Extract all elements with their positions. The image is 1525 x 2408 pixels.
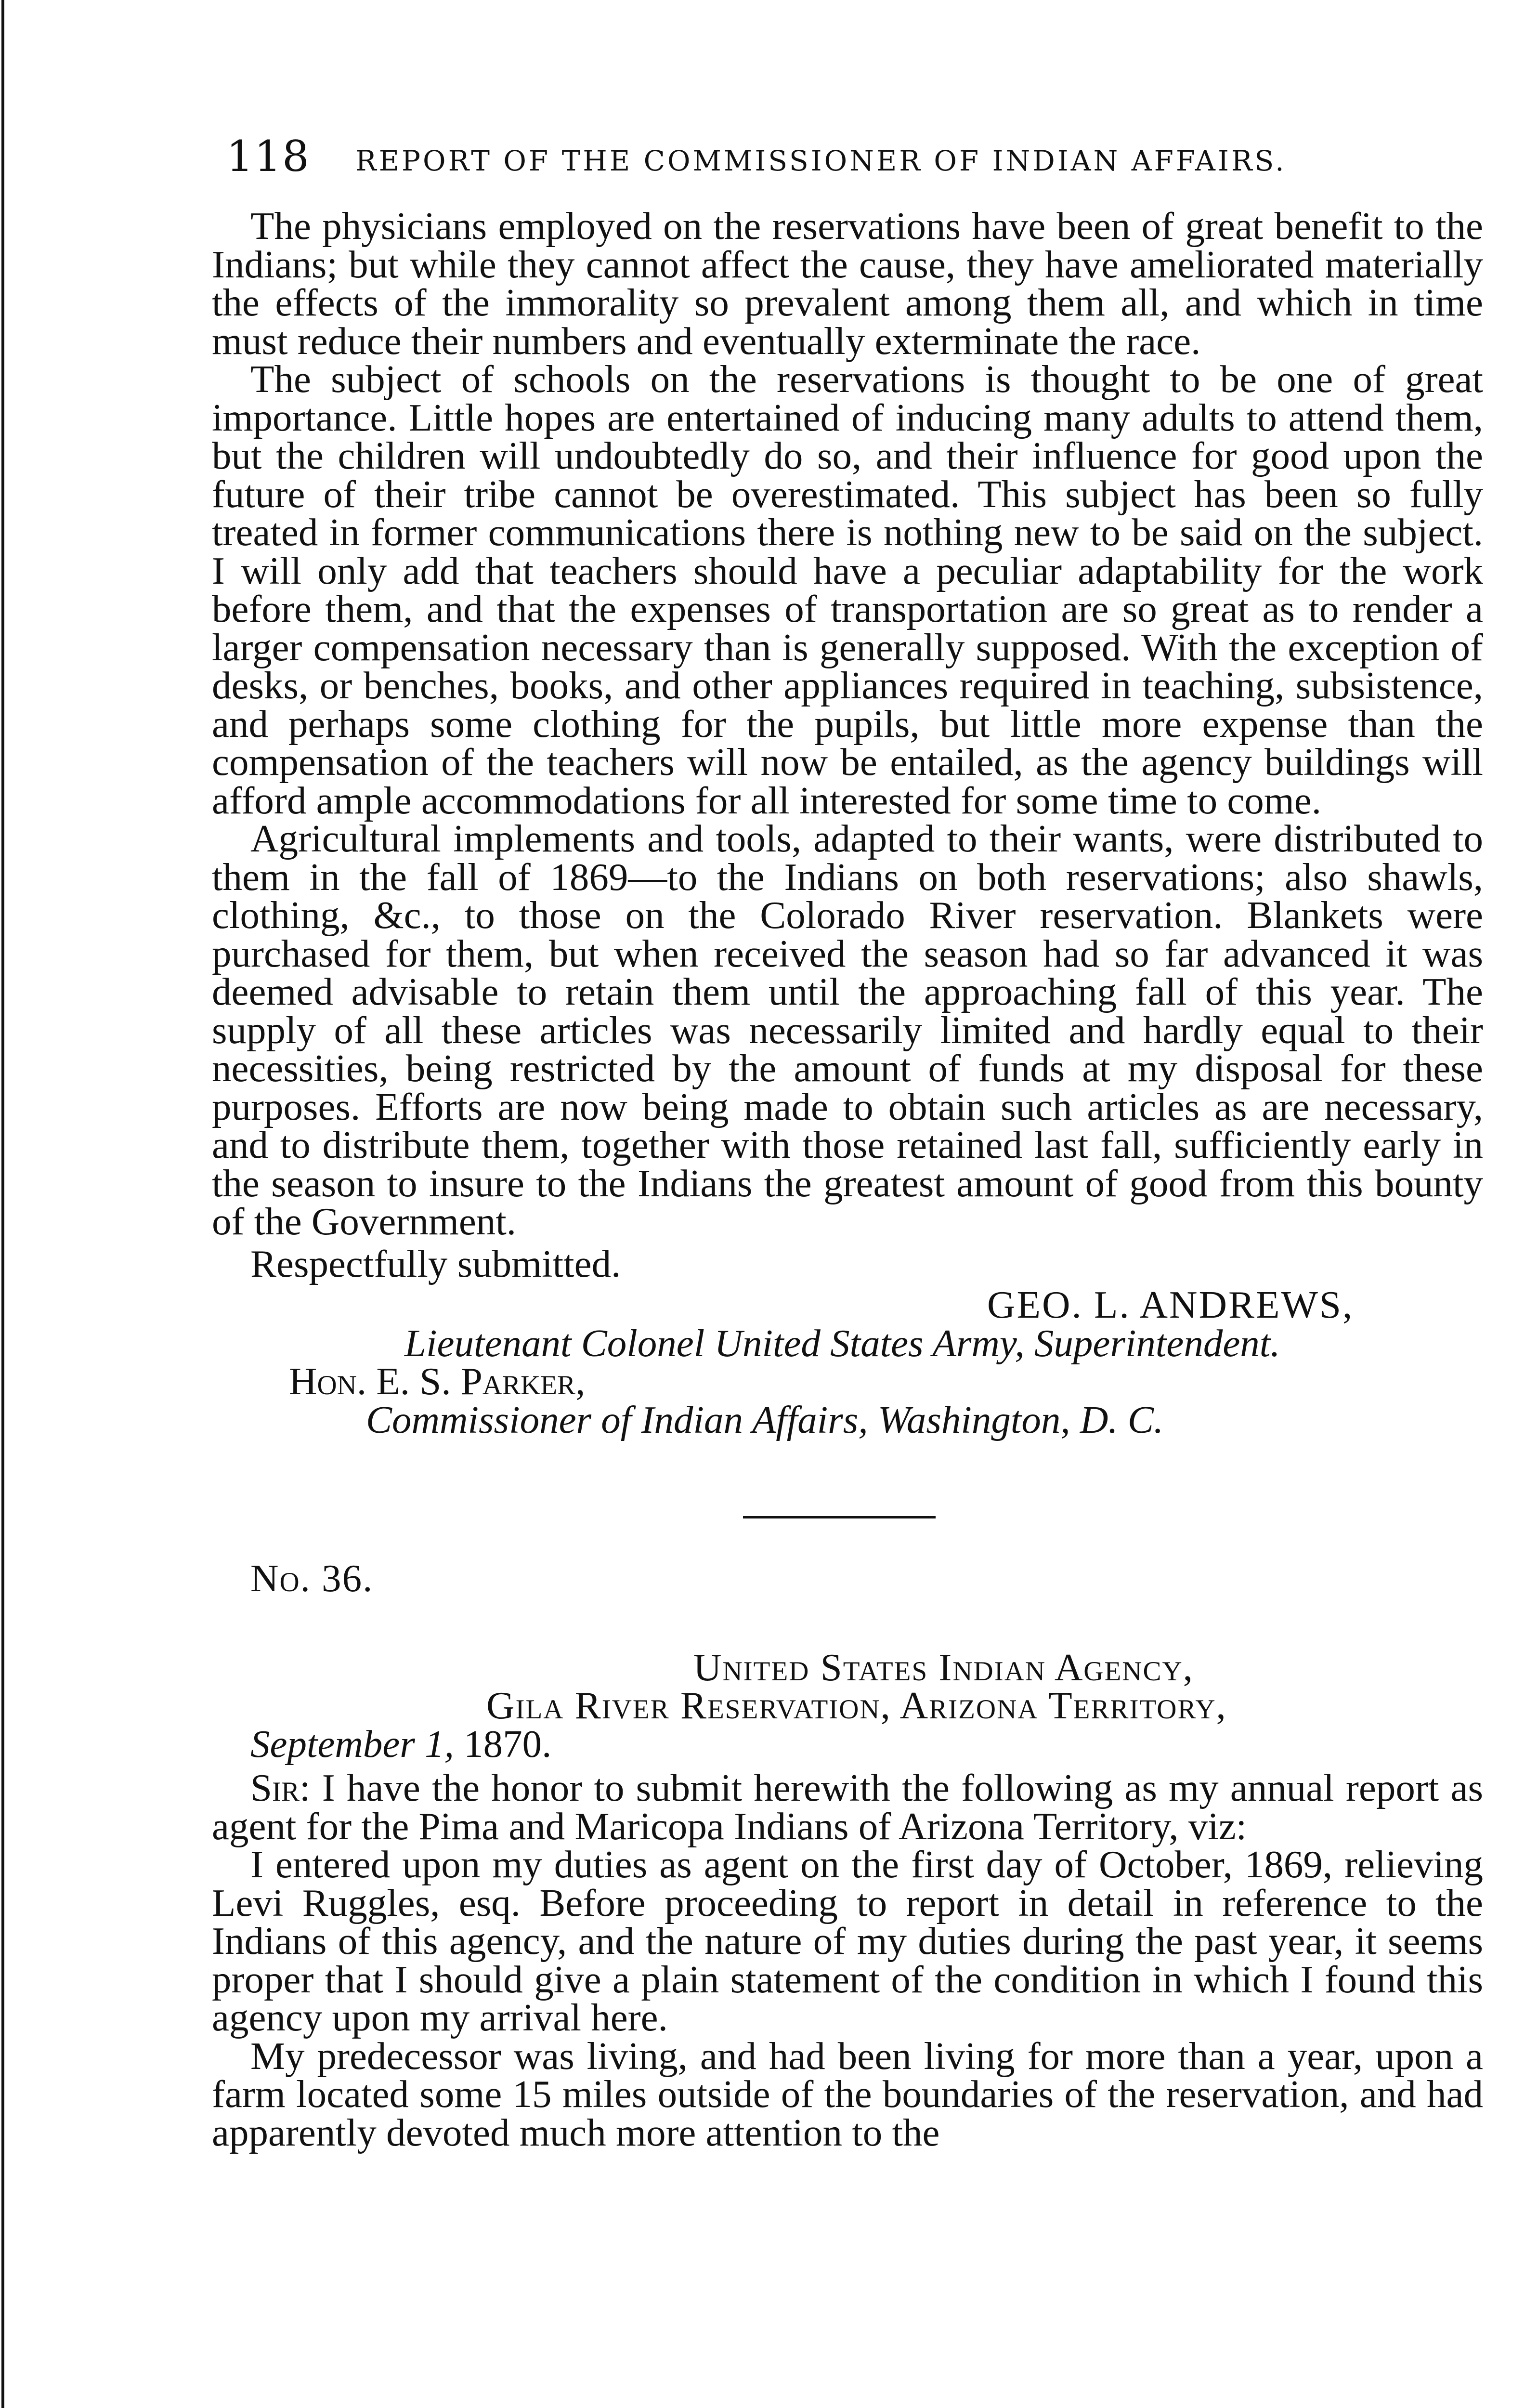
addressee-name: Hon. E. S. Parker, (289, 1360, 586, 1403)
agency-name: United States Indian Agency, (693, 1645, 1194, 1689)
addressee-title: Commissioner of Indian Affairs, Washington, D. C. (366, 1398, 1164, 1441)
page-body (212, 204, 1483, 2154)
paragraph-entered-duties: I entered upon my duties as agent on the first day of October, 1869, relieving Levi Ruggles, esq. Before proceeding to report in detail in reference to the Indians of this agency, and the nature of my duties during the past year, it seems proper that I should give a plain statement of the condition in which I found this agency upon my arrival here. (212, 1843, 1483, 2039)
closing-line: Respectfully submitted. (250, 1242, 621, 1285)
section-divider (743, 1516, 936, 1518)
page-number: 118 (226, 131, 310, 181)
paragraph-predecessor: My predecessor was living, and had been living for more than a year, upon a farm located some 15 miles outside of the boundaries of the reservation, and had apparently devoted much more attention to the (212, 2034, 1483, 2154)
paragraph-physicians: The physicians employed on the reservations have been of great benefit to the Indians; but while they cannot affect the cause, they have ameliorated materially the effects of the immorality so prevalent among them all, and which in time must reduce their numbers and eventually exterminate the race. (212, 204, 1483, 363)
signer-name: GEO. L. ANDREWS, (987, 1283, 1354, 1326)
paragraph-implements: Agricultural implements and tools, adapted to their wants, were distributed to them in the fall of 1869—to the Indians on both reservations; also shawls, clothing, &c., to those on the Colorado River reservation. Blankets were purchased for them, but when received the season had so far advanced it was deemed advisable to retain them until the approaching fall of this year. The supply of all these articles was necessarily limited and hardly equal to their necessities, being restricted by the amount of funds at my disposal for these purposes. Efforts are now being made to obtain such articles as are necessary, and to distribute them, together with those retained last fall, sufficiently early in the season to insure to the Indians the greatest amount of good from this bounty of the Government. (212, 817, 1483, 1243)
agency-location: Gila River Reservation, Arizona Territory, (486, 1684, 1227, 1727)
letter-opening-paragraph (212, 1766, 1483, 1848)
letter-date-month-day: September 1, (250, 1722, 454, 1766)
letter-date (212, 1722, 1483, 1766)
page-header (226, 132, 1363, 181)
letter-date-year: 1870. (464, 1722, 552, 1766)
letter-opening-text: I have the honor to submit herewith the following as my annual report as agent for the Pima and Maricopa Indians of Arizona Territory, viz: (212, 1766, 1483, 1848)
salutation: Sir: (250, 1766, 311, 1809)
document-number: No. 36. (250, 1557, 374, 1600)
running-title: REPORT OF THE COMMISSIONER OF INDIAN AFFAIRS. (355, 144, 1287, 177)
signer-title: Lieutenant Colonel United States Army, Superintendent. (404, 1321, 1280, 1365)
paragraph-schools: The subject of schools on the reservations is thought to be one of great importance. Little hopes are entertained of inducing many adults to attend them, but the children will undoubtedly do so, and their influence for good upon the future of their tribe cannot be overestimated. This subject has been so fully treated in former communications there is nothing new to be said on the subject. I will only add that teachers should have a peculiar adaptability for the work before them, and that the expenses of transportation are so great as to render a larger compensation necessary than is generally supposed. With the exception of desks, or benches, books, and other appliances required in teaching, subsistence, and perhaps some clothing for the pupils, but little more expense than the compensation of the teachers will now be entailed, as the agency buildings will afford ample accommodations for all interested for some time to come. (212, 357, 1483, 822)
